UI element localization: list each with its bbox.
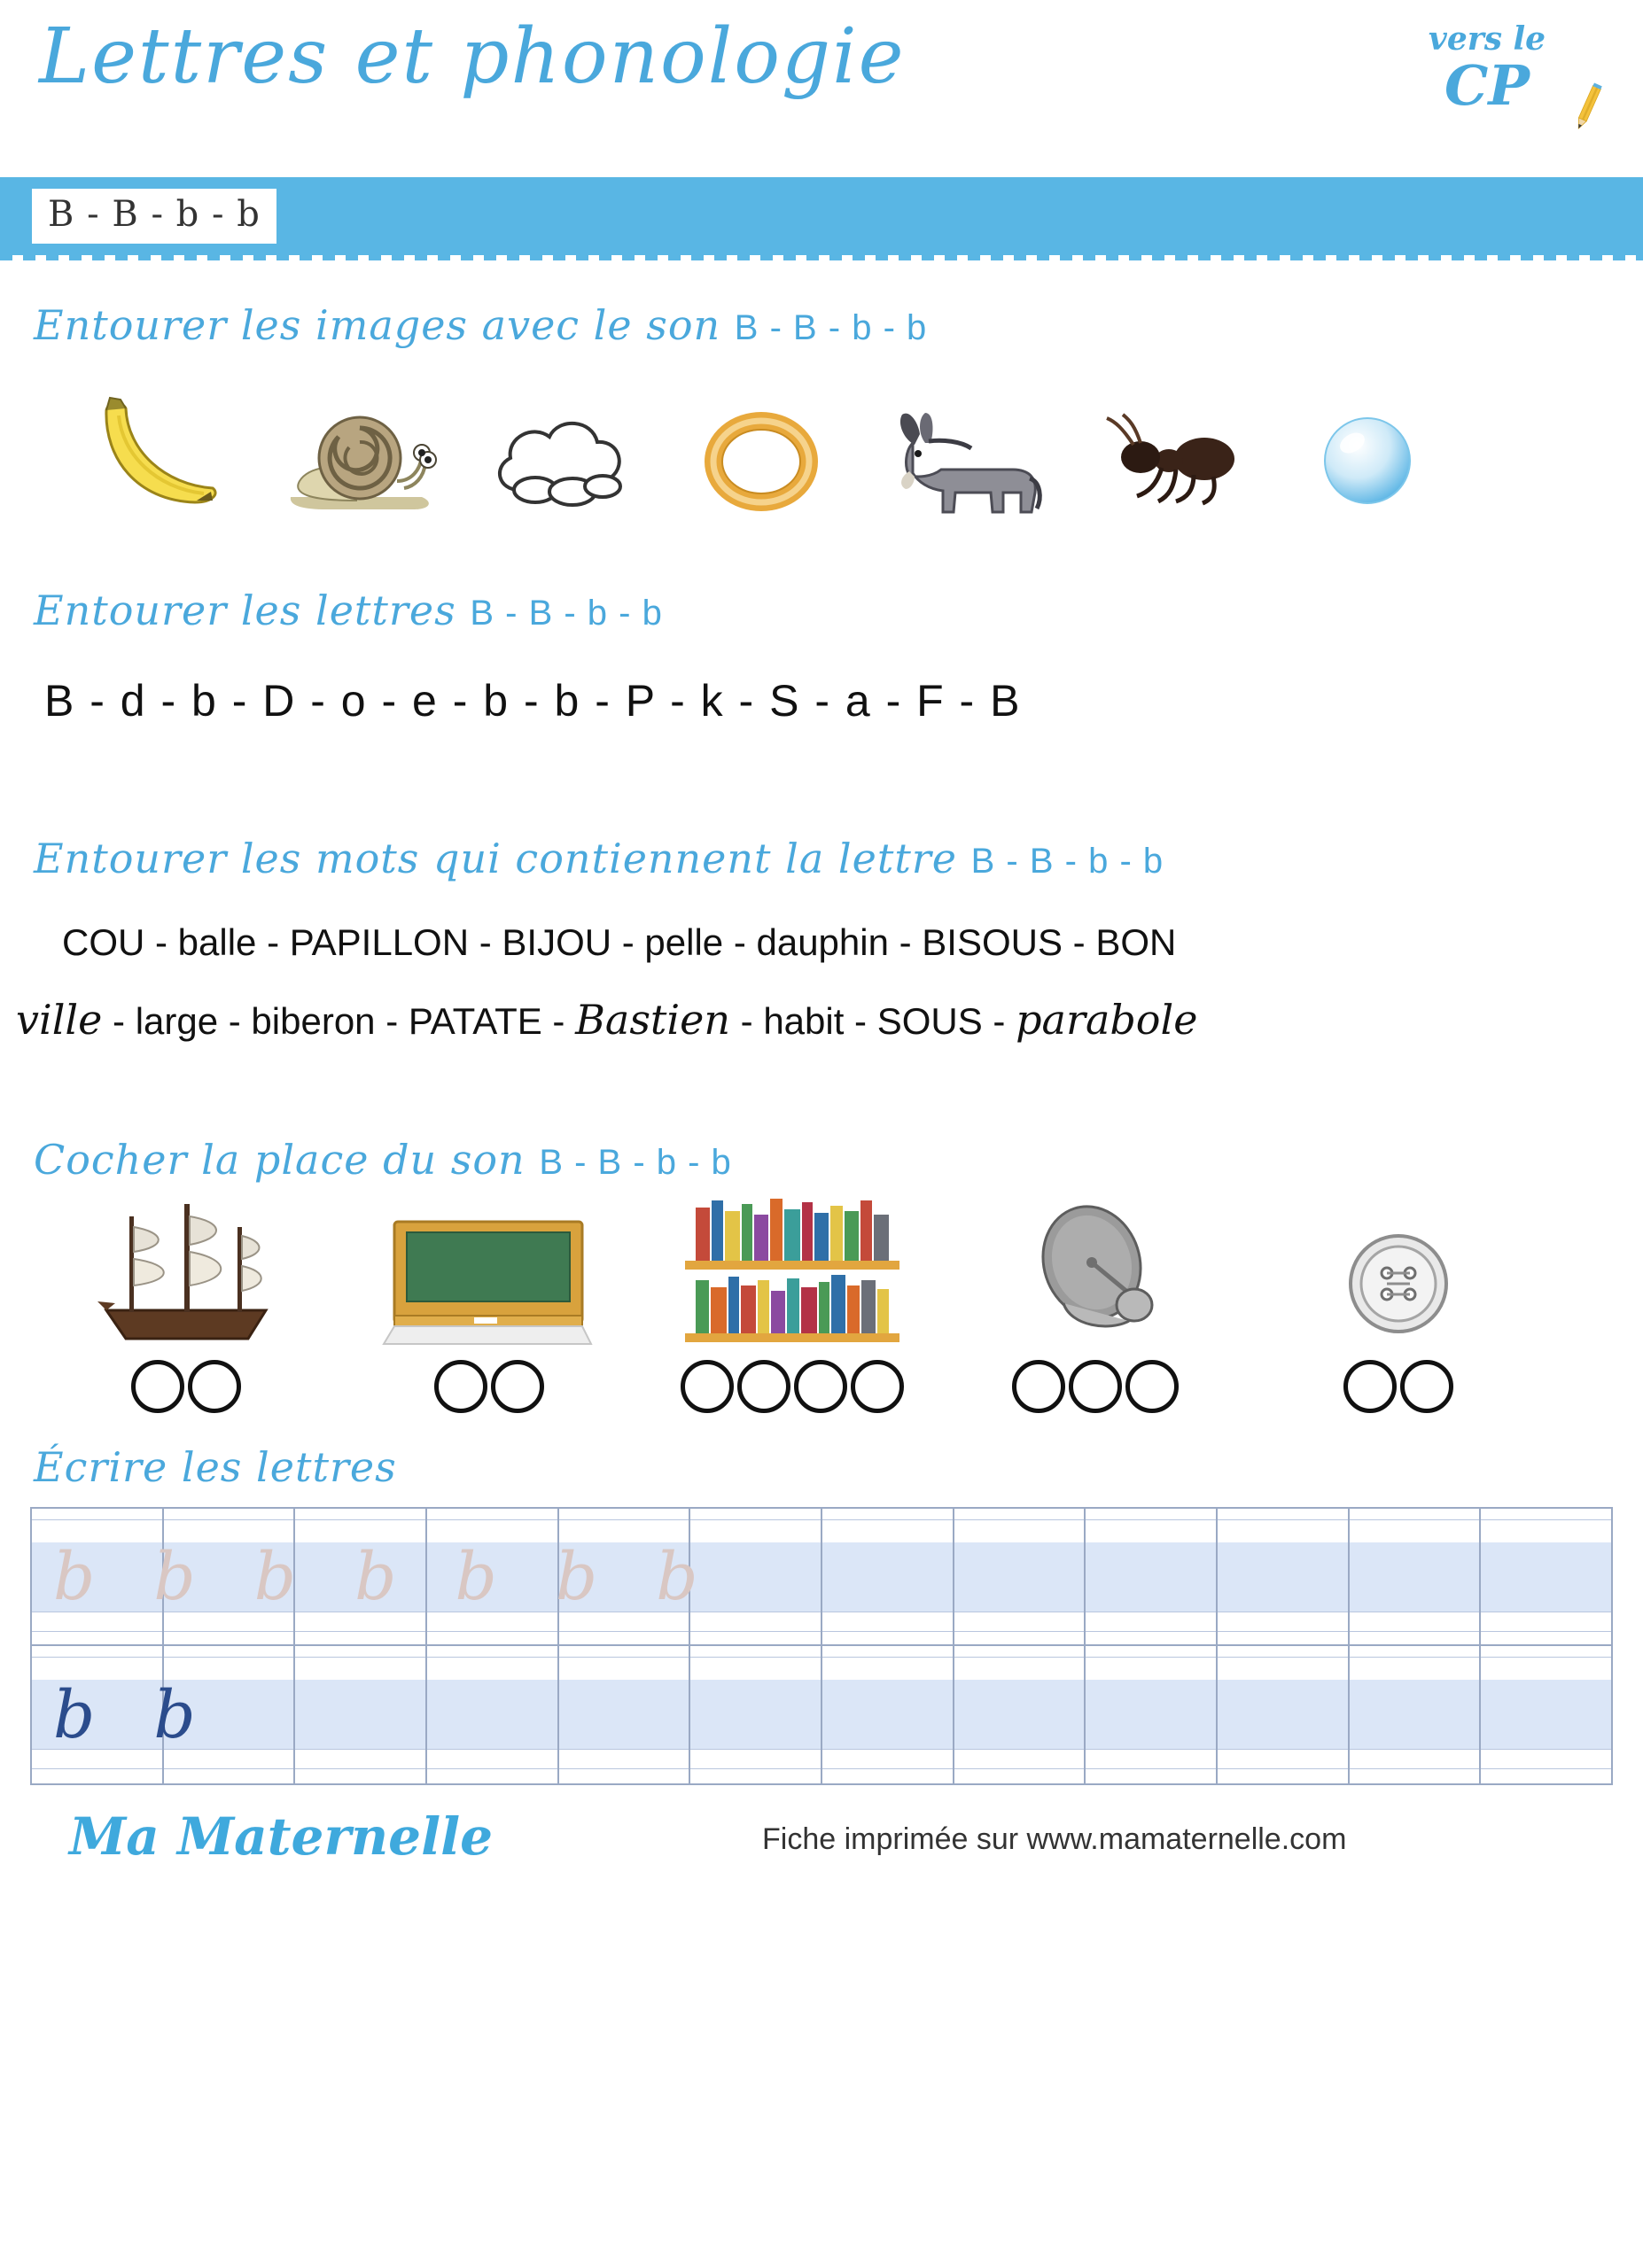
cocher-circles	[434, 1360, 544, 1413]
checkbox-circle[interactable]	[1343, 1360, 1397, 1413]
instruction-cocher-text: Cocher la place du son	[34, 1136, 540, 1184]
cocher-circles	[1343, 1360, 1453, 1413]
section-ecrire	[0, 1443, 1643, 1785]
word-item[interactable]: parabole	[1016, 996, 1198, 1044]
instruction-cocher-letters: B - B - b - b	[539, 1143, 732, 1182]
letter-band	[0, 177, 1643, 255]
checkbox-circle[interactable]	[491, 1360, 544, 1413]
blackboard-image[interactable]	[378, 1192, 600, 1348]
words-line-2[interactable]: ville - large - biberon - PATATE - Bastien - habit - SOUS - parabole	[16, 996, 1198, 1044]
instruction-letters	[0, 586, 1643, 634]
cocher-item-button	[1265, 1192, 1531, 1413]
cocher-item-bookshelf	[659, 1192, 925, 1413]
model-letter: b	[53, 1676, 96, 1753]
satellite-dish-image[interactable]	[1016, 1192, 1175, 1348]
word-item[interactable]: large	[135, 1000, 219, 1042]
instruction-ecrire: Écrire les lettres	[34, 1443, 397, 1491]
badge-top-label: vers le	[1428, 20, 1546, 58]
checkbox-circle[interactable]	[1125, 1360, 1179, 1413]
checkbox-circle[interactable]	[851, 1360, 904, 1413]
checkbox-circle[interactable]	[1012, 1360, 1065, 1413]
checkbox-circle[interactable]	[681, 1360, 734, 1413]
checkbox-circle[interactable]	[1069, 1360, 1122, 1413]
bookshelf-image[interactable]	[673, 1192, 912, 1348]
donkey-image[interactable]	[879, 382, 1047, 537]
ghost-letter: b	[354, 1538, 397, 1615]
cloud-image[interactable]	[475, 382, 643, 537]
dashed-divider	[0, 255, 1643, 260]
word-item[interactable]: PATATE	[408, 1000, 542, 1042]
word-item[interactable]: Bastien	[575, 996, 730, 1044]
checkbox-circle[interactable]	[188, 1360, 241, 1413]
letters-exercise-line[interactable]: B - d - b - D - o - e - b - b - P - k - S - a - F - B	[44, 676, 1022, 726]
checkbox-circle[interactable]	[794, 1360, 847, 1413]
word-item[interactable]: BON	[1095, 921, 1177, 963]
word-item[interactable]: BIJOU	[502, 921, 612, 963]
words-line-1[interactable]: COU - balle - PAPILLON - BIJOU - pelle - dauphin - BISOUS - BON	[62, 921, 1177, 963]
instruction-cocher	[0, 1136, 1643, 1184]
bubble-image[interactable]	[1283, 382, 1452, 537]
writing-practice-block[interactable]	[30, 1507, 1613, 1785]
cocher-circles	[681, 1360, 904, 1413]
instruction-letters-letters: B - B - b - b	[470, 594, 663, 633]
word-item[interactable]: BISOUS	[922, 921, 1063, 963]
site-logo: Ma Maternelle	[69, 1806, 494, 1867]
page-header	[0, 0, 1643, 177]
ring-image[interactable]	[677, 382, 845, 537]
button-image[interactable]	[1332, 1192, 1465, 1348]
cocher-item-boat	[53, 1192, 319, 1413]
cocher-circles	[1012, 1360, 1179, 1413]
word-item[interactable]: SOUS	[876, 1000, 983, 1042]
snail-image[interactable]	[273, 382, 441, 537]
writing-row-1[interactable]	[32, 1509, 1611, 1646]
word-item[interactable]: pelle	[644, 921, 724, 963]
word-item[interactable]: biberon	[251, 1000, 376, 1042]
section-images	[0, 301, 1643, 537]
writing-row-1-letters	[32, 1509, 1611, 1644]
section-words	[0, 835, 1643, 1044]
images-row	[0, 349, 1643, 537]
word-item[interactable]: dauphin	[756, 921, 889, 963]
model-letter: b	[153, 1676, 196, 1753]
ghost-letter: b	[53, 1538, 96, 1615]
page-footer	[0, 1790, 1643, 1906]
writing-row-2-letters	[32, 1646, 1611, 1783]
band-letter-label: B - B - b - b	[32, 189, 276, 244]
ghost-letter: b	[253, 1538, 297, 1615]
ghost-letter: b	[153, 1538, 196, 1615]
ghost-letter: b	[455, 1538, 497, 1615]
instruction-words	[0, 835, 1643, 882]
cocher-circles	[131, 1360, 241, 1413]
ant-image[interactable]	[1081, 382, 1250, 537]
word-item[interactable]: PAPILLON	[289, 921, 470, 963]
writing-row-2[interactable]	[32, 1646, 1611, 1783]
vers-le-cp-badge	[1390, 20, 1585, 118]
badge-bottom-label: CP	[1444, 53, 1530, 118]
checkbox-circle[interactable]	[434, 1360, 487, 1413]
section-cocher	[0, 1136, 1643, 1413]
footer-credit: Fiche imprimée sur www.mamaternelle.com	[762, 1822, 1347, 1856]
word-item[interactable]: ville	[16, 996, 103, 1044]
page-title: Lettres et phonologie	[39, 12, 906, 101]
cocher-item-blackboard	[356, 1192, 622, 1413]
instruction-words-letters: B - B - b - b	[970, 842, 1164, 881]
instruction-images-letters: B - B - b - b	[734, 308, 928, 347]
cocher-row	[0, 1184, 1643, 1413]
word-item[interactable]: COU	[62, 921, 145, 963]
cocher-item-satellite	[962, 1192, 1228, 1413]
banana-image[interactable]	[71, 382, 239, 537]
checkbox-circle[interactable]	[1400, 1360, 1453, 1413]
instruction-images-text: Entourer les images avec le son	[34, 301, 735, 349]
instruction-letters-text: Entourer les lettres	[34, 586, 471, 634]
ghost-letter: b	[656, 1538, 698, 1615]
boat-image[interactable]	[80, 1192, 292, 1348]
checkbox-circle[interactable]	[131, 1360, 184, 1413]
ghost-letter: b	[555, 1538, 598, 1615]
word-item[interactable]: balle	[177, 921, 257, 963]
word-item[interactable]: habit	[763, 1000, 845, 1042]
checkbox-circle[interactable]	[737, 1360, 790, 1413]
instruction-images	[0, 301, 1643, 349]
section-letters	[0, 586, 1643, 726]
instruction-words-text: Entourer les mots qui contiennent la lettre	[34, 835, 971, 882]
